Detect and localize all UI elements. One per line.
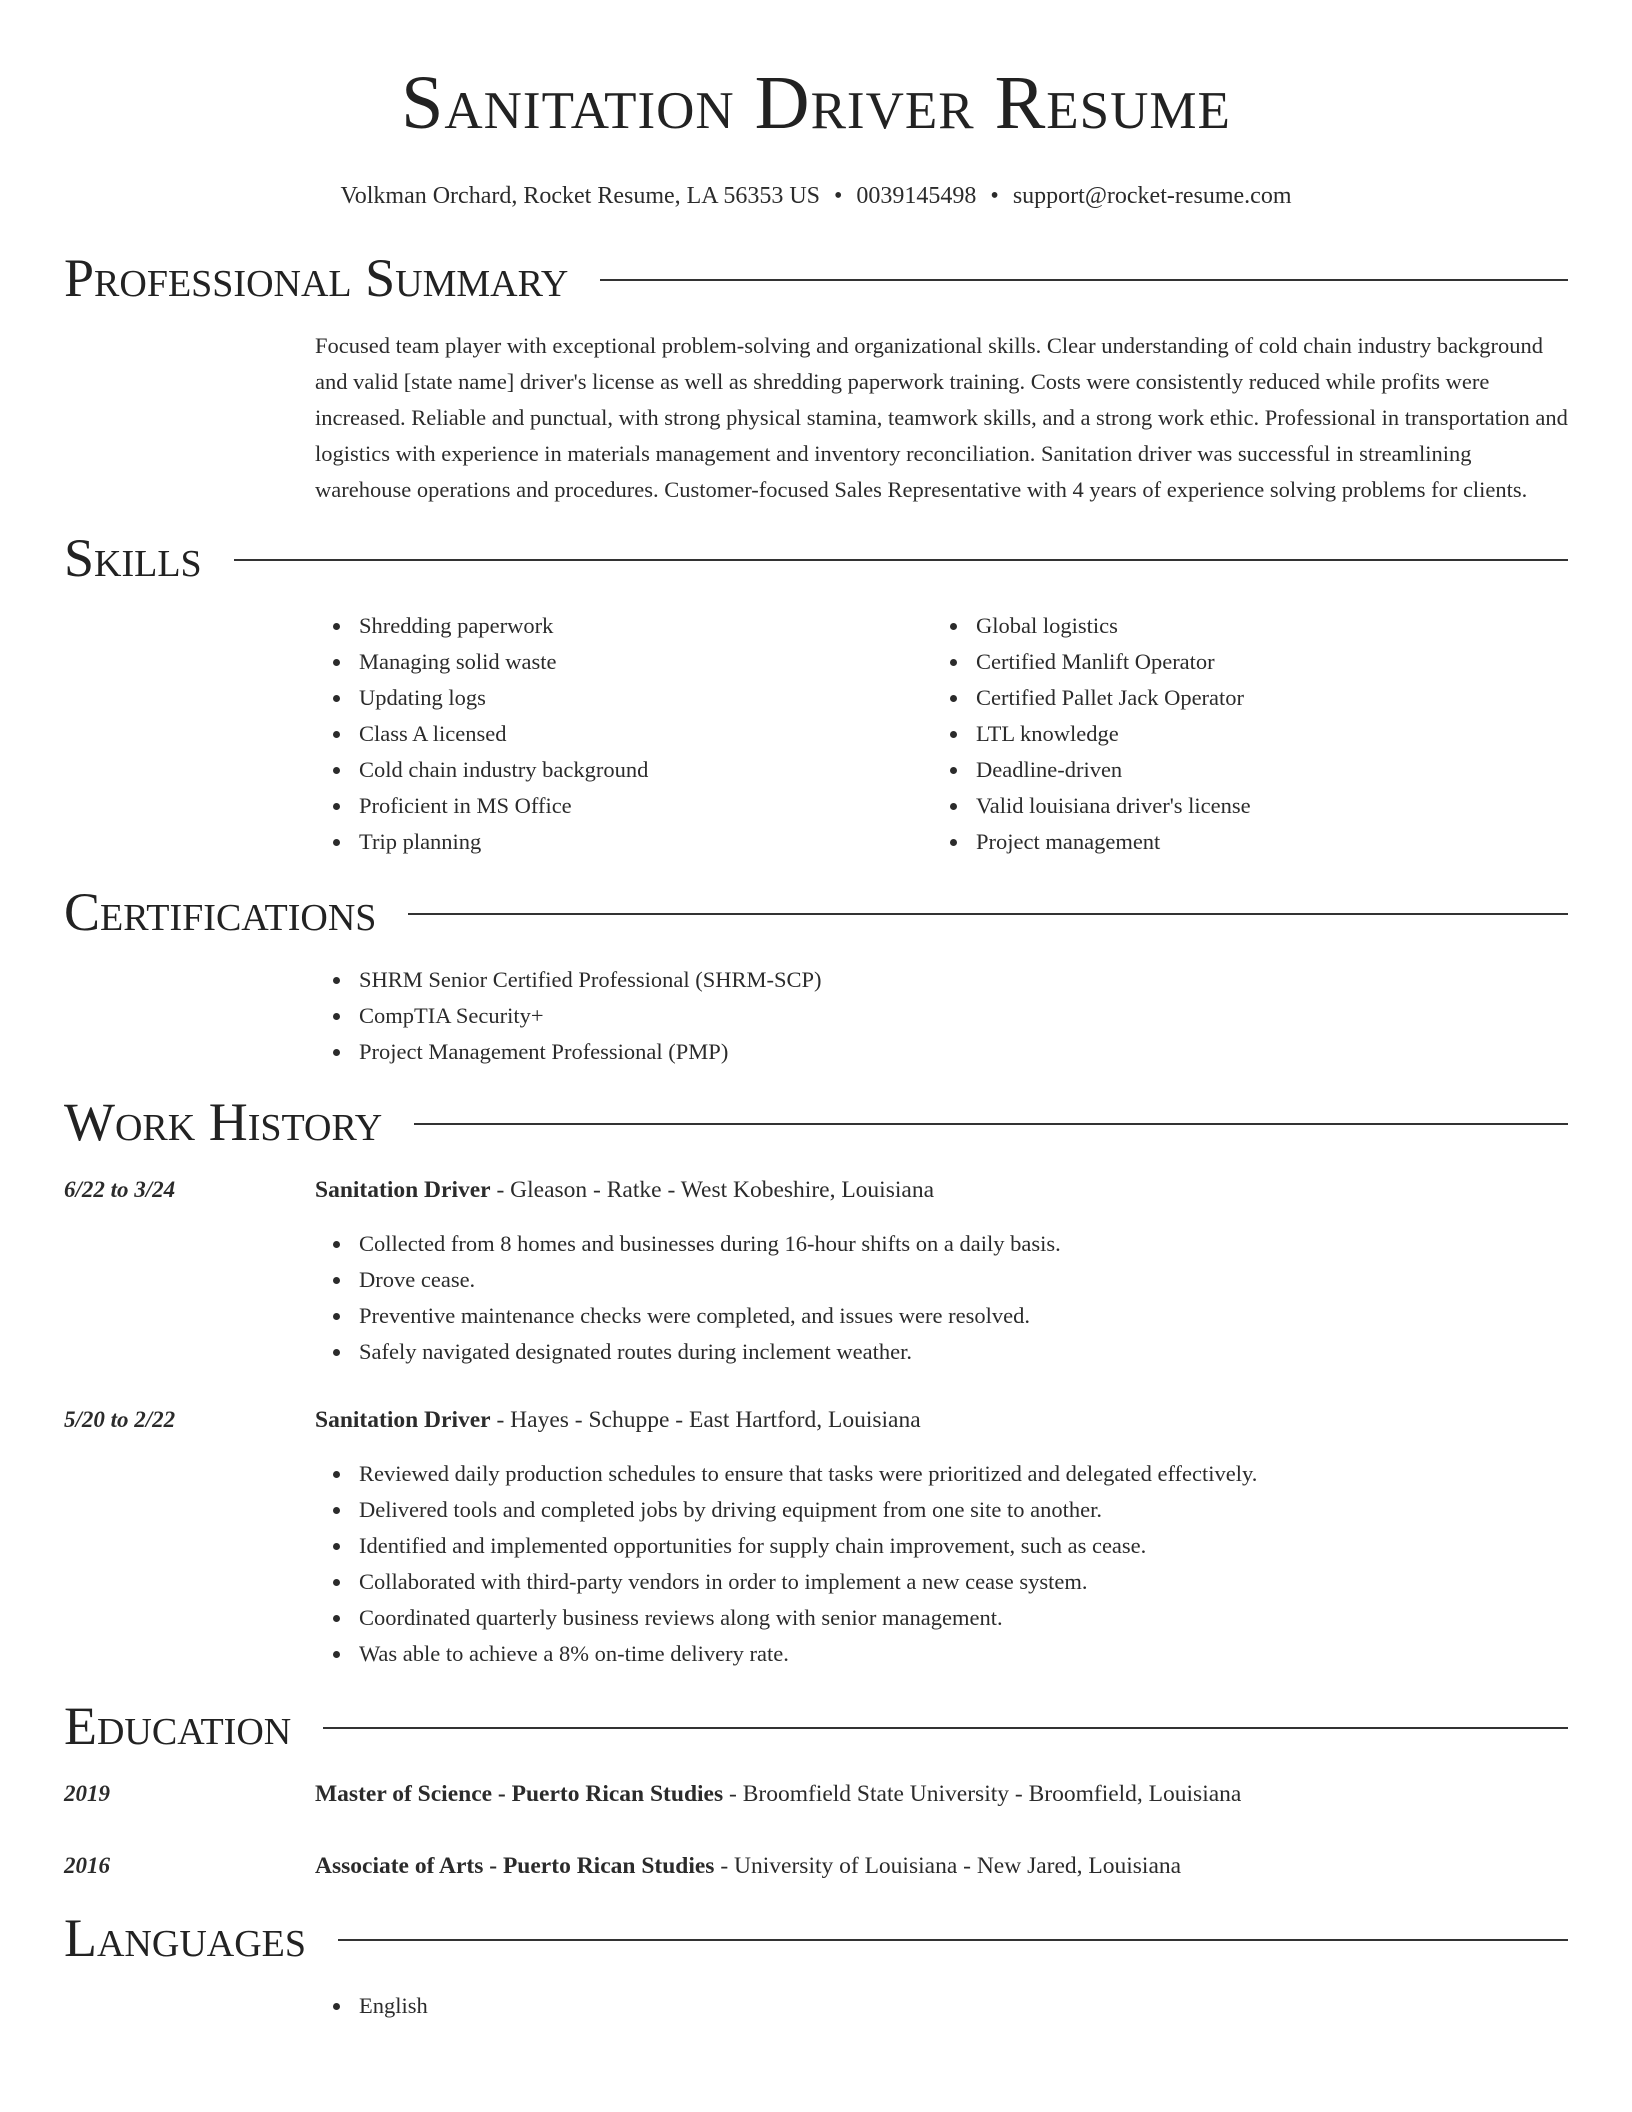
education-title-line: [315, 1776, 1568, 1812]
summary-section: [64, 248, 1568, 508]
section-divider: [338, 1939, 1568, 1941]
summary-header: [64, 248, 1568, 308]
education-section: [64, 1696, 1568, 1884]
job-bullet: Drove cease.: [359, 1262, 1568, 1298]
job-bullet: Was able to achieve a 8% on-time delivery rate.: [359, 1636, 1568, 1672]
languages-body: [315, 1968, 1568, 2024]
job-bullet: Coordinated quarterly business reviews along with senior management.: [359, 1600, 1568, 1636]
education-header: [64, 1696, 1568, 1756]
job-role: Sanitation Driver: [315, 1177, 491, 1203]
certifications-heading: Certifications: [64, 882, 377, 942]
job-details: - Hayes - Schuppe - East Hartford, Louisiana: [490, 1407, 921, 1433]
education-degree: Associate of Arts - Puerto Rican Studies: [315, 1853, 715, 1879]
skills-list-right: [932, 608, 1549, 860]
language-item: English: [359, 1988, 1568, 2024]
certifications-list: [315, 962, 1568, 1070]
languages-section: [64, 1908, 1568, 2024]
job-bullet: Identified and implemented opportunities for supply chain improvement, such as cease.: [359, 1528, 1568, 1564]
job-title-line: [315, 1172, 1568, 1208]
education-degree: Master of Science - Puerto Rican Studies: [315, 1781, 724, 1807]
skill-item: Project management: [976, 824, 1549, 860]
job-dates: 5/20 to 2/22: [64, 1407, 176, 1432]
languages-header: [64, 1908, 1568, 1968]
resume-title: Sanitation Driver Resume: [401, 61, 1231, 145]
contact-email[interactable]: support@rocket-resume.com: [1012, 183, 1292, 209]
skills-heading: Skills: [64, 528, 202, 588]
skill-item: Valid louisiana driver's license: [976, 788, 1549, 824]
contact-separator: •: [834, 183, 843, 209]
skill-item: LTL knowledge: [976, 716, 1549, 752]
section-divider: [234, 559, 1568, 561]
skills-header: [64, 528, 1568, 588]
job-details: - Gleason - Ratke - West Kobeshire, Louisiana: [490, 1177, 934, 1203]
resume-page: [64, 0, 1568, 2024]
certifications-body: [315, 942, 1568, 1070]
job-dates: 6/22 to 3/24: [64, 1177, 176, 1202]
education-year: 2019: [64, 1781, 110, 1806]
job-bullets: [315, 1226, 1568, 1370]
skill-item: Managing solid waste: [359, 644, 932, 680]
skill-item: Certified Manlift Operator: [976, 644, 1549, 680]
education-year: 2016: [64, 1853, 110, 1878]
summary-body: [315, 308, 1568, 508]
certifications-section: [64, 882, 1568, 1070]
contact-separator: •: [990, 183, 999, 209]
job-bullet: Safely navigated designated routes during inclement weather.: [359, 1334, 1568, 1370]
certifications-header: [64, 882, 1568, 942]
languages-list: [315, 1988, 1568, 2024]
job-title-line: [315, 1402, 1568, 1438]
education-entry: [64, 1776, 1568, 1812]
skill-item: Class A licensed: [359, 716, 932, 752]
job-bullet: Delivered tools and completed jobs by driving equipment from one site to another.: [359, 1492, 1568, 1528]
summary-text: Focused team player with exceptional problem-solving and organizational skills. Clear understanding of cold chain industry background and valid [state name] driver's license as well as shredding paperwork training. Costs were consistently reduced while profits were increased. Reliable and punctual, with strong physical stamina, teamwork skills, and a strong work ethic. Professional in transportation and logistics with experience in materials management and inventory reconciliation. Sanitation driver was successful in streamlining warehouse operations and procedures. Customer-focused Sales Representative with 4 years of experience solving problems for clients.: [315, 333, 1568, 502]
job-bullet: Reviewed daily production schedules to ensure that tasks were prioritized and delegated effectively.: [359, 1456, 1568, 1492]
work-history-section: [64, 1092, 1568, 1672]
job-role: Sanitation Driver: [315, 1407, 491, 1433]
job-bullet: Collected from 8 homes and businesses during 16-hour shifts on a daily basis.: [359, 1226, 1568, 1262]
skills-grid: [315, 588, 1568, 860]
contact-line: [64, 180, 1568, 212]
skill-item: Shredding paperwork: [359, 608, 932, 644]
skills-section: [64, 528, 1568, 860]
certification-item: Project Management Professional (PMP): [359, 1034, 1568, 1070]
summary-heading: Professional Summary: [64, 248, 569, 308]
education-main: [315, 1848, 1568, 1884]
job-bullets: [315, 1456, 1568, 1672]
education-heading: Education: [64, 1696, 292, 1756]
section-divider: [408, 913, 1568, 915]
job-bullet: Preventive maintenance checks were completed, and issues were resolved.: [359, 1298, 1568, 1334]
education-main: [315, 1776, 1568, 1812]
work-history-header: [64, 1092, 1568, 1152]
education-entry: [64, 1848, 1568, 1884]
contact-address: Volkman Orchard, Rocket Resume, LA 56353 US: [340, 183, 820, 209]
skill-item: Proficient in MS Office: [359, 788, 932, 824]
skill-item: Trip planning: [359, 824, 932, 860]
section-divider: [323, 1727, 1568, 1729]
contact-phone: 0039145498: [856, 183, 977, 209]
skill-item: Deadline-driven: [976, 752, 1549, 788]
section-divider: [600, 279, 1568, 281]
job-main: [315, 1402, 1568, 1672]
skill-item: Global logistics: [976, 608, 1549, 644]
education-details: - Broomfield State University - Broomfield, Louisiana: [723, 1781, 1242, 1807]
job-main: [315, 1172, 1568, 1370]
education-title-line: [315, 1848, 1568, 1884]
skills-list-left: [315, 608, 932, 860]
section-divider: [414, 1123, 1568, 1125]
job-bullet: Collaborated with third-party vendors in order to implement a new cease system.: [359, 1564, 1568, 1600]
languages-heading: Languages: [64, 1908, 306, 1968]
job-entry: [64, 1172, 1568, 1370]
certification-item: SHRM Senior Certified Professional (SHRM-SCP): [359, 962, 1568, 998]
skill-item: Certified Pallet Jack Operator: [976, 680, 1549, 716]
certification-item: CompTIA Security+: [359, 998, 1568, 1034]
education-details: - University of Louisiana - New Jared, Louisiana: [714, 1853, 1182, 1879]
skill-item: Updating logs: [359, 680, 932, 716]
skill-item: Cold chain industry background: [359, 752, 932, 788]
skills-body: [315, 588, 1568, 860]
job-entry: [64, 1402, 1568, 1672]
work-history-heading: Work History: [64, 1092, 383, 1152]
